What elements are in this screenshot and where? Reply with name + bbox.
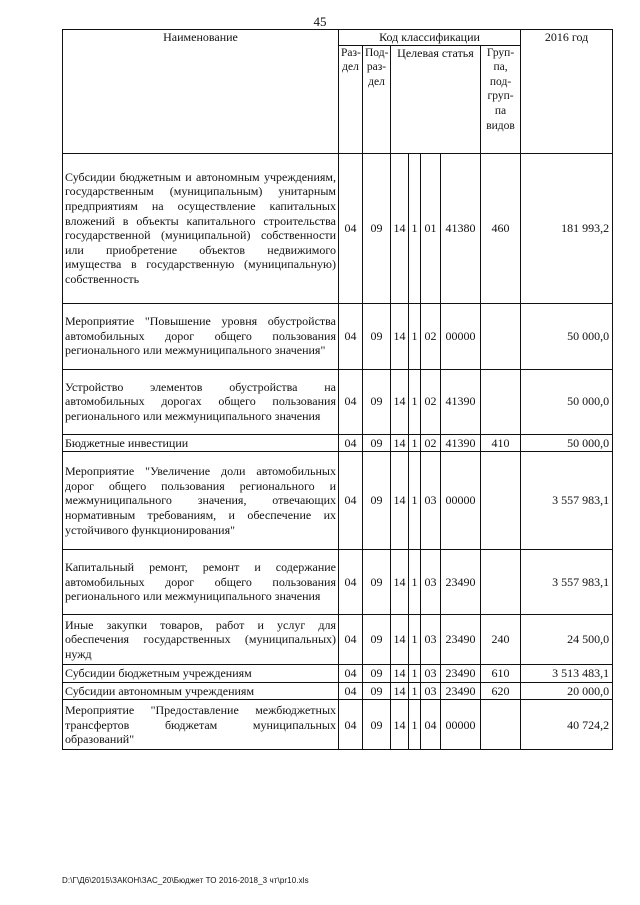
row-razdel: 04 <box>339 665 363 683</box>
row-expense-group: 610 <box>481 665 521 683</box>
table-row <box>63 550 613 615</box>
table-row <box>63 153 613 303</box>
table-body <box>63 153 613 750</box>
row-target-direction: 00000 <box>441 452 481 550</box>
row-name: Мероприятие "Увеличение доли автомобильных дорог общего пользования регионального и межмуниципального значения, отвечающих нормативным требованиям, и обеспечение их устойчивого функционирования" <box>63 452 339 550</box>
table-row <box>63 434 613 452</box>
row-target-subprogram: 1 <box>409 153 421 303</box>
table-row <box>63 700 613 750</box>
row-expense-group <box>481 369 521 434</box>
row-target-event: 02 <box>421 434 441 452</box>
row-name: Капитальный ремонт, ремонт и содержание автомобильных дорог общего пользования регионального или межмуниципального значения <box>63 550 339 615</box>
row-target-program: 14 <box>391 153 409 303</box>
row-target-subprogram: 1 <box>409 700 421 750</box>
row-razdel: 04 <box>339 682 363 700</box>
header-target: Целевая статья <box>391 45 481 153</box>
row-name: Устройство элементов обустройства на автомобильных дорогах общего пользования регионального или межмуниципального значения <box>63 369 339 434</box>
row-target-direction: 23490 <box>441 682 481 700</box>
row-name: Мероприятие "Предоставление межбюджетных трансфертов бюджетам муниципальных образований" <box>63 700 339 750</box>
row-amount: 40 724,2 <box>521 700 613 750</box>
row-target-subprogram: 1 <box>409 682 421 700</box>
row-name: Субсидии бюджетным учреждениям <box>63 665 339 683</box>
table-row <box>63 682 613 700</box>
row-amount: 50 000,0 <box>521 369 613 434</box>
row-razdel: 04 <box>339 153 363 303</box>
row-target-program: 14 <box>391 303 409 369</box>
budget-table <box>62 29 613 750</box>
row-podrazdel: 09 <box>363 682 391 700</box>
row-name: Бюджетные инвестиции <box>63 434 339 452</box>
row-expense-group: 620 <box>481 682 521 700</box>
row-target-event: 01 <box>421 153 441 303</box>
page-number: 45 <box>313 14 327 29</box>
header-podrazdel: Под-раз-дел <box>363 45 391 153</box>
row-podrazdel: 09 <box>363 665 391 683</box>
row-amount: 3 513 483,1 <box>521 665 613 683</box>
table-row <box>63 665 613 683</box>
row-target-event: 03 <box>421 550 441 615</box>
row-target-program: 14 <box>391 452 409 550</box>
row-podrazdel: 09 <box>363 700 391 750</box>
row-target-program: 14 <box>391 700 409 750</box>
row-expense-group <box>481 700 521 750</box>
row-target-subprogram: 1 <box>409 550 421 615</box>
row-podrazdel: 09 <box>363 550 391 615</box>
row-expense-group <box>481 550 521 615</box>
row-razdel: 04 <box>339 303 363 369</box>
row-target-program: 14 <box>391 615 409 665</box>
row-target-subprogram: 1 <box>409 452 421 550</box>
row-amount: 20 000,0 <box>521 682 613 700</box>
header-group: Груп-па, под-груп-па видов <box>481 45 521 153</box>
row-amount: 50 000,0 <box>521 434 613 452</box>
row-target-direction: 23490 <box>441 665 481 683</box>
row-podrazdel: 09 <box>363 369 391 434</box>
row-target-program: 14 <box>391 682 409 700</box>
row-podrazdel: 09 <box>363 153 391 303</box>
row-podrazdel: 09 <box>363 615 391 665</box>
row-target-subprogram: 1 <box>409 303 421 369</box>
row-expense-group <box>481 303 521 369</box>
row-target-direction: 41380 <box>441 153 481 303</box>
row-razdel: 04 <box>339 434 363 452</box>
row-expense-group: 460 <box>481 153 521 303</box>
row-target-event: 03 <box>421 682 441 700</box>
row-podrazdel: 09 <box>363 452 391 550</box>
row-name: Субсидии автономным учреждениям <box>63 682 339 700</box>
row-name: Иные закупки товаров, работ и услуг для обеспечения государственных (муниципальных) нужд <box>63 615 339 665</box>
row-amount: 3 557 983,1 <box>521 452 613 550</box>
row-expense-group: 410 <box>481 434 521 452</box>
row-target-direction: 41390 <box>441 434 481 452</box>
header-code: Код классификации <box>339 30 521 46</box>
row-expense-group <box>481 452 521 550</box>
table-row <box>63 369 613 434</box>
row-razdel: 04 <box>339 550 363 615</box>
row-target-direction: 41390 <box>441 369 481 434</box>
row-target-subprogram: 1 <box>409 434 421 452</box>
header-razdel: Раз-дел <box>339 45 363 153</box>
row-razdel: 04 <box>339 615 363 665</box>
row-target-program: 14 <box>391 369 409 434</box>
row-target-event: 03 <box>421 615 441 665</box>
row-amount: 24 500,0 <box>521 615 613 665</box>
row-target-program: 14 <box>391 434 409 452</box>
row-expense-group: 240 <box>481 615 521 665</box>
row-target-event: 02 <box>421 369 441 434</box>
row-target-program: 14 <box>391 665 409 683</box>
table-row <box>63 615 613 665</box>
row-target-event: 03 <box>421 452 441 550</box>
row-name: Мероприятие "Повышение уровня обустройства автомобильных дорог общего пользования регионального или межмуниципального значения" <box>63 303 339 369</box>
row-target-direction: 23490 <box>441 550 481 615</box>
row-target-direction: 00000 <box>441 303 481 369</box>
row-target-event: 04 <box>421 700 441 750</box>
row-target-subprogram: 1 <box>409 615 421 665</box>
row-podrazdel: 09 <box>363 303 391 369</box>
row-target-subprogram: 1 <box>409 369 421 434</box>
row-podrazdel: 09 <box>363 434 391 452</box>
row-target-subprogram: 1 <box>409 665 421 683</box>
row-razdel: 04 <box>339 369 363 434</box>
row-target-event: 03 <box>421 665 441 683</box>
row-amount: 3 557 983,1 <box>521 550 613 615</box>
header-name: Наименование <box>63 30 339 154</box>
table-row <box>63 452 613 550</box>
row-target-event: 02 <box>421 303 441 369</box>
file-path-footer: D:\Г\Д6\2015\ЗАКОН\ЗАС_20\Бюджет ТО 2016-2018_3 чт\рr10.xls <box>62 876 309 885</box>
row-amount: 181 993,2 <box>521 153 613 303</box>
row-razdel: 04 <box>339 700 363 750</box>
row-amount: 50 000,0 <box>521 303 613 369</box>
row-target-program: 14 <box>391 550 409 615</box>
row-razdel: 04 <box>339 452 363 550</box>
table-row <box>63 303 613 369</box>
row-target-direction: 23490 <box>441 615 481 665</box>
row-target-direction: 00000 <box>441 700 481 750</box>
header-year: 2016 год <box>521 30 613 154</box>
row-name: Субсидии бюджетным и автономным учреждениям, государственным (муниципальным) унитарным предприятиям на осуществление капитальных вложений в объекты капитального строительства государственной (муниципальной) собственности или приобретение объектов недвижимого имущества в государственную (муниципальную) собственность <box>63 153 339 303</box>
